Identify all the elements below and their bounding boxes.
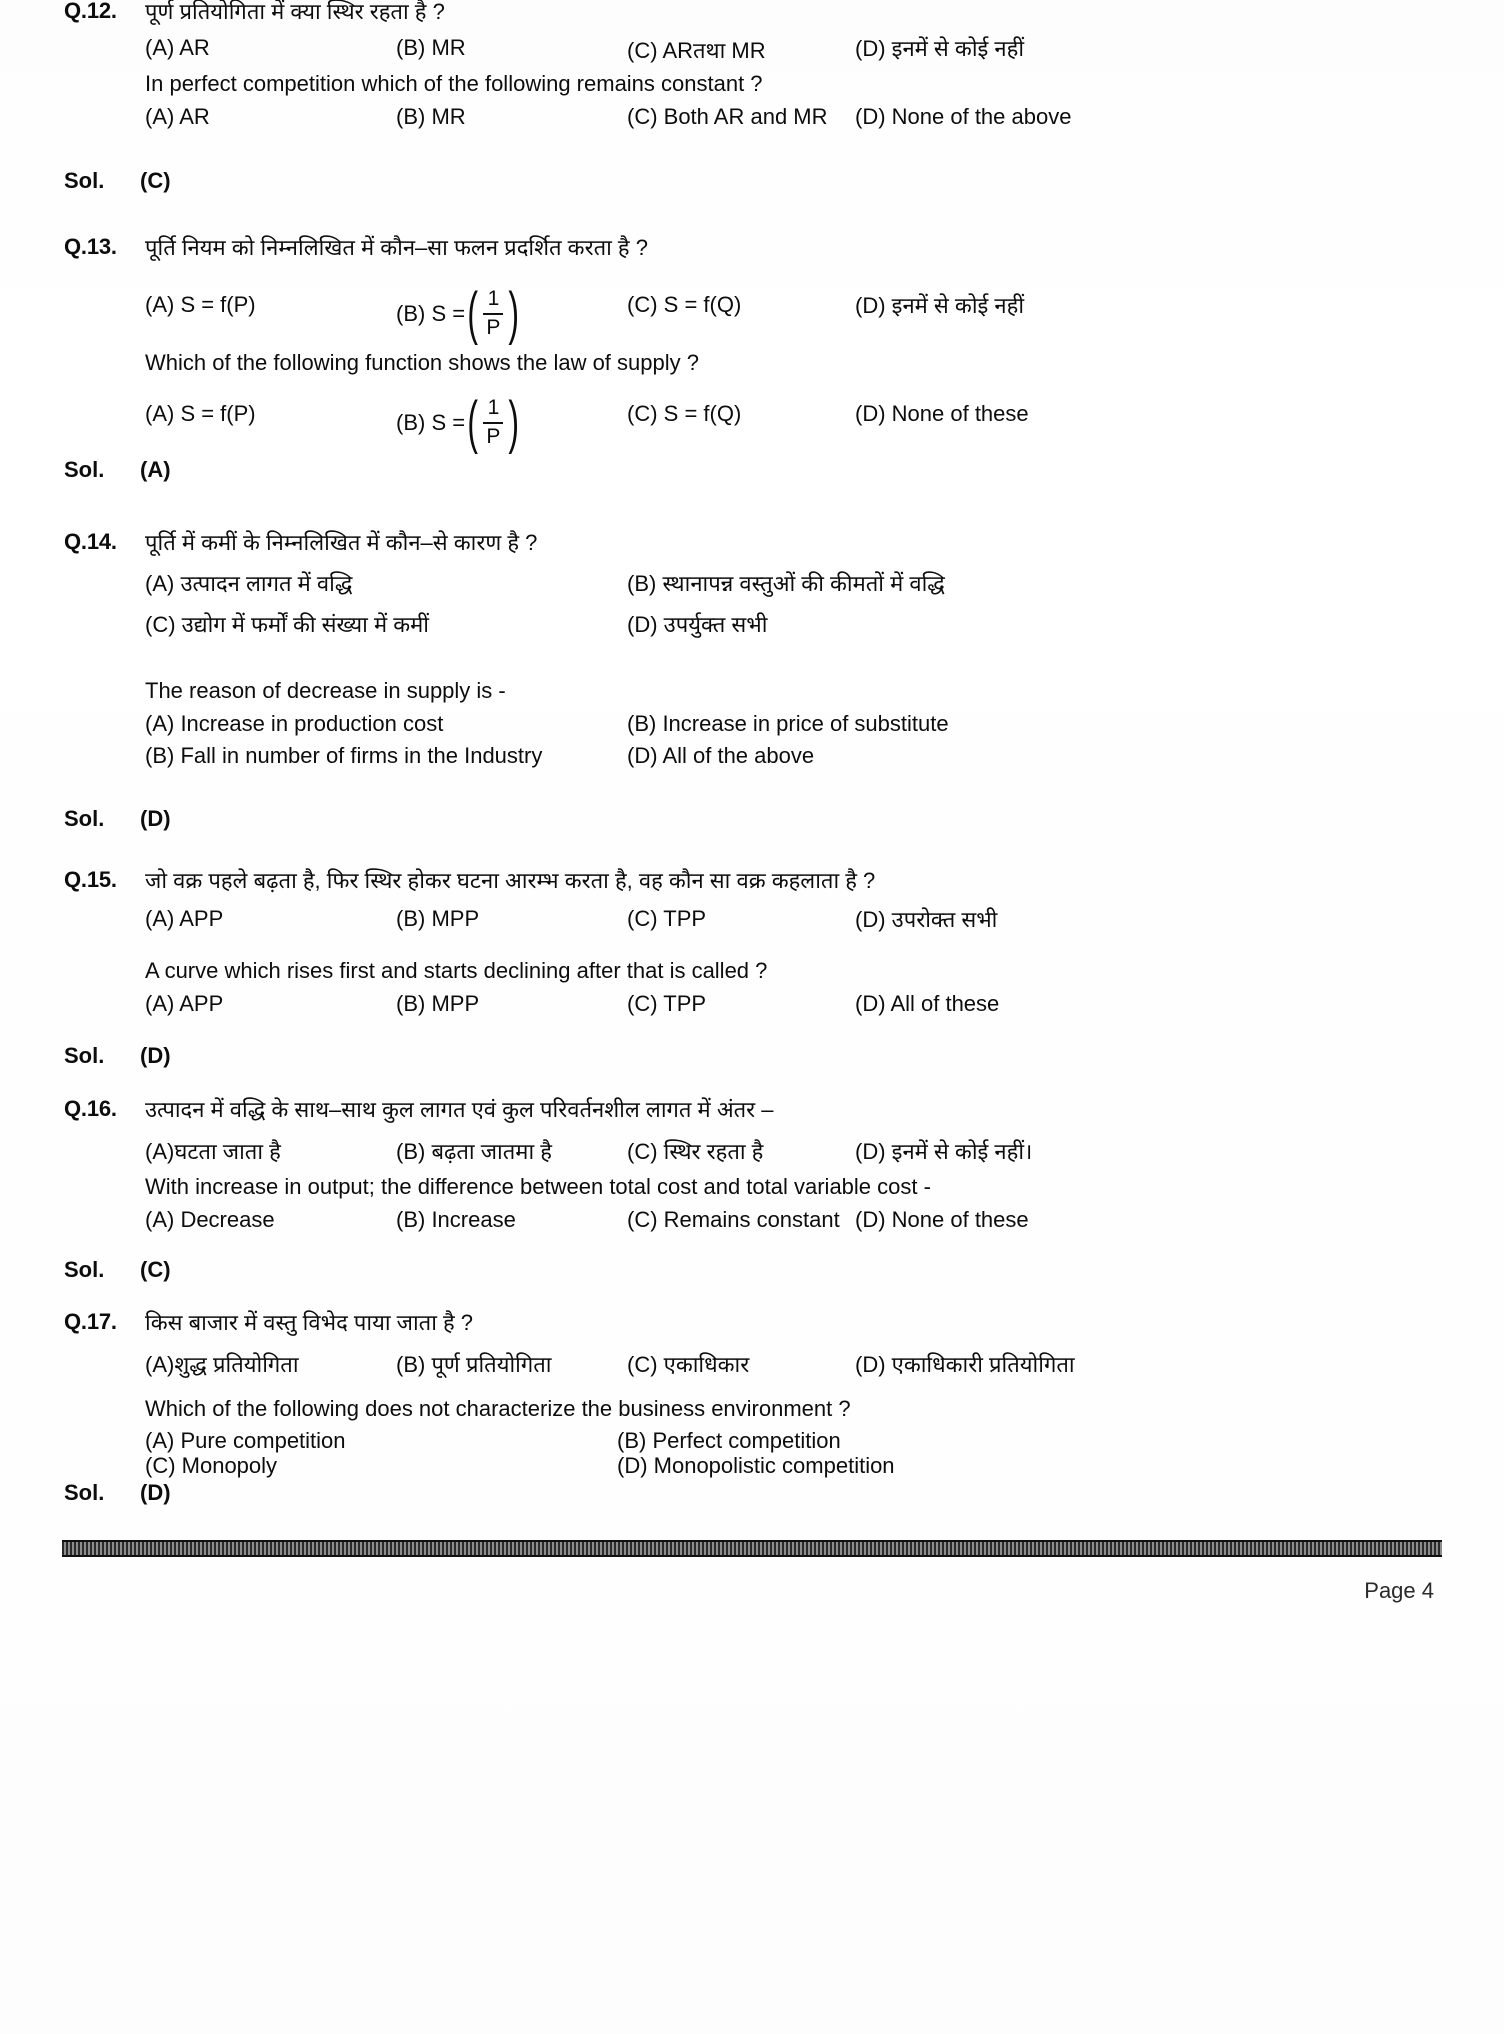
- option-hi-a-q15[interactable]: (A) APP: [145, 906, 224, 931]
- solution-answer-q14: (D): [140, 806, 171, 831]
- fraction-one-over-p: [483, 397, 503, 448]
- option-en-d-q16[interactable]: (D) None of these: [855, 1207, 1029, 1232]
- fraction-numerator: 1: [487, 396, 500, 419]
- fraction-denominator: P: [486, 315, 501, 339]
- option-hi-b-q15[interactable]: (B) MPP: [396, 906, 480, 931]
- fraction-bar-icon: [483, 313, 503, 315]
- solution-label-q17: Sol.: [64, 1480, 105, 1505]
- question-stem-hindi-q17: किस बाजार में वस्तु विभेद पाया जाता है ?: [145, 1310, 474, 1335]
- question-stem-hindi-q16: उत्पादन में वद्धि के साथ–साथ कुल लागत एवं कुल परिवर्तनशील लागत में अंतर –: [145, 1097, 774, 1122]
- option-en-b-q15[interactable]: (B) MPP: [396, 991, 480, 1016]
- option-en-d-q14[interactable]: (D) All of the above: [627, 743, 815, 768]
- question-stem-hindi-q14: पूर्ति में कमीं के निम्नलिखित में कौन–से कारण है ?: [145, 530, 538, 555]
- option-en-a-q13[interactable]: (A) S = f(P): [145, 401, 256, 426]
- option-en-c-q14[interactable]: (B) Fall in number of firms in the Industry: [145, 743, 543, 768]
- question-number-q16: Q.16.: [64, 1096, 117, 1121]
- question-stem-english-q17: Which of the following does not characterize the business environment ?: [145, 1396, 851, 1421]
- option-hi-b-q16[interactable]: (B) बढ़ता जातमा है: [396, 1139, 552, 1164]
- option-en-a-q15[interactable]: (A) APP: [145, 991, 224, 1016]
- fraction-bar-icon: [483, 422, 503, 424]
- option-hi-b-label-q13: (B) S =: [396, 300, 466, 326]
- option-en-d-q12[interactable]: (D) None of the above: [855, 104, 1072, 129]
- question-stem-english-q15: A curve which rises first and starts declining after that is called ?: [145, 958, 768, 983]
- option-en-c-q15[interactable]: (C) TPP: [627, 991, 707, 1016]
- solution-answer-q15: (D): [140, 1043, 171, 1068]
- option-hi-d-q13[interactable]: (D) इनमें से कोई नहीं: [855, 293, 1025, 318]
- option-en-b-q13[interactable]: [396, 389, 522, 455]
- option-hi-d-q16[interactable]: (D) इनमें से कोई नहीं।: [855, 1139, 1033, 1164]
- option-hi-a-q17[interactable]: (A)शुद्ध प्रतियोगिता: [145, 1352, 299, 1377]
- option-hi-b-q14[interactable]: (B) स्थानापन्न वस्तुओं की कीमतों में वद्धि: [627, 571, 945, 596]
- option-en-d-q17[interactable]: (D) Monopolistic competition: [617, 1453, 895, 1478]
- option-hi-a-q13[interactable]: (A) S = f(P): [145, 292, 256, 317]
- option-hi-d-q17[interactable]: (D) एकाधिकारी प्रतियोगिता: [855, 1352, 1075, 1377]
- option-hi-b-q13[interactable]: [396, 280, 522, 346]
- option-hi-a-q16[interactable]: (A)घटता जाता है: [145, 1139, 281, 1164]
- question-stem-english-q16: With increase in output; the difference between total cost and total variable cost -: [145, 1174, 931, 1199]
- option-hi-d-q15[interactable]: (D) उपरोक्त सभी: [855, 907, 998, 932]
- option-en-d-q13[interactable]: (D) None of these: [855, 401, 1029, 426]
- solution-answer-q12: (C): [140, 168, 171, 193]
- option-en-c-q13[interactable]: (C) S = f(Q): [627, 401, 742, 426]
- option-en-a-q14[interactable]: (A) Increase in production cost: [145, 711, 444, 736]
- right-paren-icon: ): [508, 389, 520, 455]
- solution-label-q13: Sol.: [64, 457, 105, 482]
- option-en-a-q17[interactable]: (A) Pure competition: [145, 1428, 346, 1453]
- solution-label-q12: Sol.: [64, 168, 105, 193]
- option-hi-b-q12[interactable]: (B) MR: [396, 35, 466, 60]
- footer-divider: [62, 1540, 1442, 1557]
- option-en-b-label-q13: (B) S =: [396, 409, 466, 435]
- option-hi-d-q14[interactable]: (D) उपर्युक्त सभी: [627, 612, 768, 637]
- option-en-b-q16[interactable]: (B) Increase: [396, 1207, 516, 1232]
- question-number-q15: Q.15.: [64, 867, 117, 892]
- left-paren-icon: (: [467, 389, 479, 455]
- option-hi-c-q12[interactable]: (C) ARतथा MR: [627, 38, 766, 63]
- option-en-a-q16[interactable]: (A) Decrease: [145, 1207, 275, 1232]
- option-hi-c-q16[interactable]: (C) स्थिर रहता है: [627, 1139, 764, 1164]
- solution-answer-q17: (D): [140, 1480, 171, 1505]
- option-en-b-q12[interactable]: (B) MR: [396, 104, 466, 129]
- question-number-q12: Q.12.: [64, 0, 117, 23]
- option-hi-c-q17[interactable]: (C) एकाधिकार: [627, 1352, 750, 1377]
- option-en-b-q14[interactable]: (B) Increase in price of substitute: [627, 711, 949, 736]
- question-number-q14: Q.14.: [64, 529, 117, 554]
- right-paren-icon: ): [508, 280, 520, 346]
- fraction-numerator: 1: [487, 287, 500, 310]
- option-en-c-q17[interactable]: (C) Monopoly: [145, 1453, 278, 1478]
- question-stem-hindi-q15: जो वक्र पहले बढ़ता है, फिर स्थिर होकर घटना आरम्भ करता है, वह कौन सा वक्र कहलाता है ?: [145, 868, 876, 893]
- question-stem-hindi-q12: पूर्ण प्रतियोगिता में क्या स्थिर रहता है ?: [145, 0, 445, 24]
- solution-label-q14: Sol.: [64, 806, 105, 831]
- question-stem-english-q13: Which of the following function shows the law of supply ?: [145, 350, 699, 375]
- option-hi-a-q14[interactable]: (A) उत्पादन लागत में वद्धि: [145, 571, 353, 596]
- option-hi-a-q12[interactable]: (A) AR: [145, 35, 210, 60]
- option-en-b-q17[interactable]: (B) Perfect competition: [617, 1428, 841, 1453]
- option-en-d-q15[interactable]: (D) All of these: [855, 991, 1000, 1016]
- option-hi-d-q12[interactable]: (D) इनमें से कोई नहीं: [855, 36, 1025, 61]
- option-en-c-q16[interactable]: (C) Remains constant: [627, 1207, 840, 1232]
- option-hi-c-q13[interactable]: (C) S = f(Q): [627, 292, 742, 317]
- option-en-c-q12[interactable]: (C) Both AR and MR: [627, 104, 828, 129]
- question-number-q13: Q.13.: [64, 234, 117, 259]
- question-stem-english-q14: The reason of decrease in supply is -: [145, 678, 506, 703]
- option-hi-c-q15[interactable]: (C) TPP: [627, 906, 707, 931]
- solution-answer-q16: (C): [140, 1257, 171, 1282]
- solution-label-q15: Sol.: [64, 1043, 105, 1068]
- solution-answer-q13: (A): [140, 457, 171, 482]
- question-stem-english-q12: In perfect competition which of the following remains constant ?: [145, 71, 763, 96]
- question-stem-hindi-q13: पूर्ति नियम को निम्नलिखित में कौन–सा फलन प्रदर्शित करता है ?: [145, 235, 648, 260]
- option-en-a-q12[interactable]: (A) AR: [145, 104, 210, 129]
- question-number-q17: Q.17.: [64, 1309, 117, 1334]
- option-hi-c-q14[interactable]: (C) उद्योग में फर्मों की संख्या में कमीं: [145, 612, 429, 637]
- page-number: Page 4: [1364, 1578, 1434, 1603]
- fraction-one-over-p: [483, 288, 503, 339]
- option-hi-b-q17[interactable]: (B) पूर्ण प्रतियोगिता: [396, 1352, 552, 1377]
- left-paren-icon: (: [467, 280, 479, 346]
- fraction-denominator: P: [486, 424, 501, 448]
- solution-label-q16: Sol.: [64, 1257, 105, 1282]
